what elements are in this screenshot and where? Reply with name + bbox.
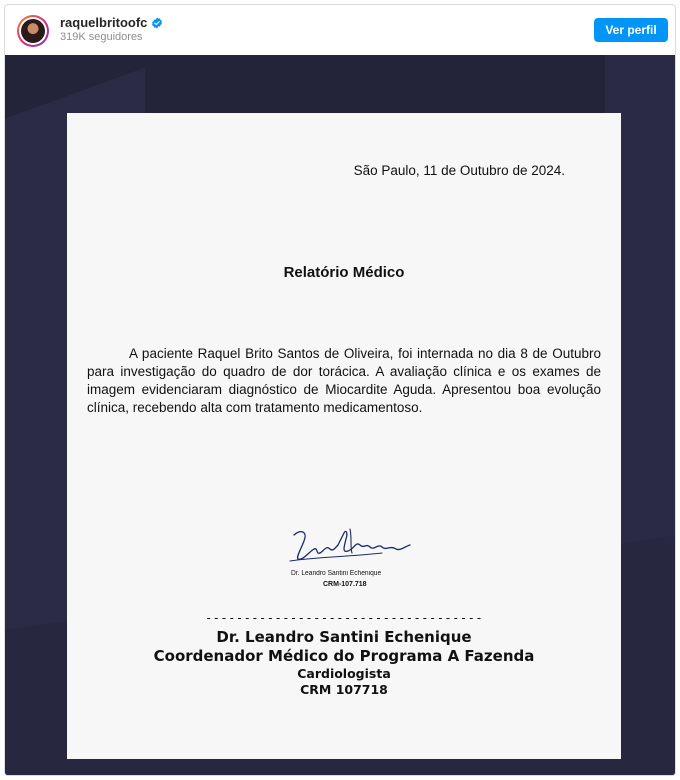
doctor-signature-block (67, 628, 621, 698)
post-image[interactable] (5, 55, 676, 776)
post-header (5, 5, 675, 55)
report-date: São Paulo, 11 de Outubro de 2024. (353, 163, 565, 178)
stamp-name: Dr. Leandro Santini Echenique (291, 570, 382, 577)
view-profile-button[interactable]: Ver perfil (594, 18, 668, 42)
verified-badge-icon (151, 17, 163, 29)
doctor-crm: CRM 107718 (300, 682, 388, 697)
medical-report-document (67, 113, 621, 759)
report-title: Relatório Médico (283, 264, 405, 281)
profile-photo (21, 19, 45, 43)
doctor-role: Coordenador Médico do Programa A Fazenda (153, 647, 535, 665)
follower-count: 319K seguidores (60, 31, 143, 43)
doctor-name: Dr. Leandro Santini Echenique (216, 628, 472, 646)
username-link[interactable]: raquelbritoofc (60, 15, 148, 30)
doctor-specialty: Cardiologista (297, 666, 391, 681)
instagram-embed (4, 4, 676, 776)
report-body: A paciente Raquel Brito Santos de Oliveira, foi internada no dia 8 de Outubro para investigação do quadro de dor torácica. A avaliação clínica e os exames de imagem evidenciaram diagnóstico de Miocardite Aguda. Apresentou boa evolução clínica, recebendo alta com tratamento medicamentoso. (87, 346, 601, 415)
stamp-crm: CRM-107.718 (323, 581, 367, 588)
username-row (60, 15, 163, 30)
handwritten-signature (286, 523, 416, 567)
signature-line: ------------------------------------ (204, 611, 484, 625)
avatar[interactable] (17, 15, 49, 47)
